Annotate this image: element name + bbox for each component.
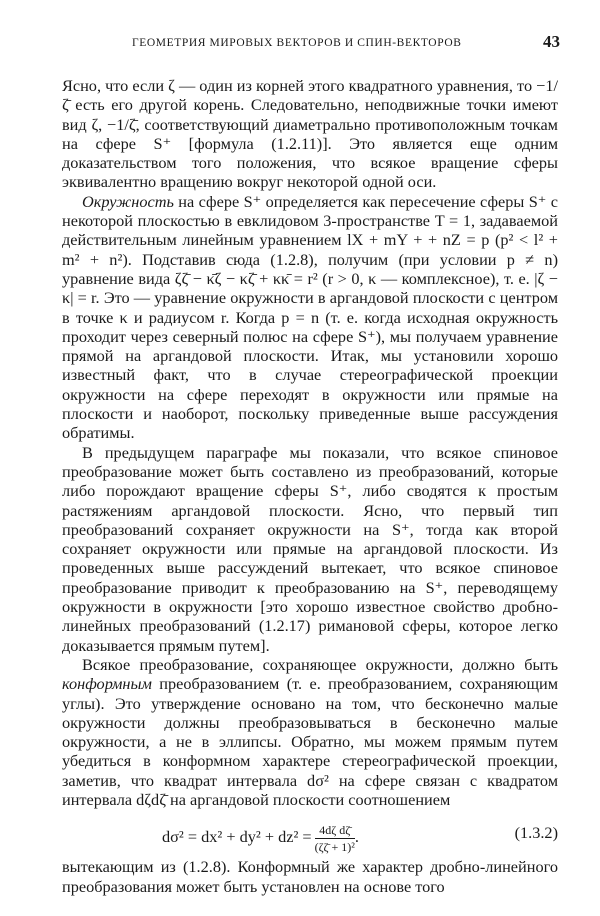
equation-lhs: dσ² = dx² + dy² + dz² = — [162, 827, 312, 847]
equation-fraction — [315, 823, 355, 854]
term-conformal: конформным — [62, 674, 152, 694]
equation-expression: dσ² = dx² + dy² + dz² = $\frac{\text{4dζ dζ̄}}{\text{(ζζ̄ + 1)²}}$ . — [162, 823, 359, 855]
term-circle: Окружность — [82, 191, 174, 211]
running-title: ГЕОМЕТРИЯ МИРОВЫХ ВЕКТОРОВ И СПИН-ВЕКТОРОВ — [132, 37, 462, 49]
main-text — [62, 76, 558, 896]
paragraph-conformal: Всякое преобразование, сохраняющее окружности, должно быть конформным преобразованием (т. е. преобразованием, сохраняющим углы). Это утверждение основано на том, что бесконечно малые окружности должны преобразовываться в бесконечно малые окружности, а не в эллипсы. Обратно, мы можем прямым путем убедиться в конформном характере стереографической проекции, заметив, что квадрат интервала dσ² на сфере связан с квадратом интервала dζdζ̄ на аргандовой плоскости соотношением — [62, 654, 558, 809]
paragraph-fixed-points: Ясно, что если ζ — один из корней этого квадратного уравнения, то −1/ζ̄ есть его другой корень. Следовательно, неподвижные точки имеют вид ζ, −1/ζ̄, соответствующий диаметрально противоположным точкам на сфере S⁺ [формула (1.2.11)]. Это является еще одним доказательством того положения, что всякое вращение сферы эквивалентно вращению вокруг некоторой одной оси. — [62, 76, 559, 192]
page-number: 43 — [543, 32, 560, 51]
equation-number: (1.3.2) — [514, 823, 558, 843]
paragraph-continuation: вытекающим из (1.2.8). Конформный же характер дробно-линейного преобразования может быть установлен на основе того — [62, 857, 558, 896]
page-header — [62, 32, 560, 54]
equation-1-3-2 — [62, 811, 558, 855]
equation-numerator: 4dζ dζ̄ — [315, 823, 355, 839]
paragraph-spin-transformations: В предыдущем параграфе мы показали, что всякое спиновое преобразование может быть составлено из преобразований, которые либо порождают вращение сферы S⁺, либо сводятся к простым растяжениям аргандовой плоскости. Ясно, что первый тип преобразований сохраняет окружности на S⁺, тогда как второй сохраняет окружности или прямые на аргандовой плоскости. Из проведенных выше рассуждений вытекает, что всякое спиновое преобразование приводит к преобразованию на S⁺, переводящему окружности в окружности [это хорошо известное свойство дробно-линейных преобразований (1.2.17) римановой сферы, которое легко доказывается прямым путем]. — [62, 442, 558, 655]
paragraph-circles: Окружность на сфере S⁺ определяется как пересечение сферы S⁺ с некоторой плоскостью в евклидовом 3-пространстве T = 1, задаваемой действительным линейным уравнением lX + mY + + nZ = p (p² < l² + m² + n²). Подставив сюда (1.2.8), получим (при условии p ≠ n) уравнение вида ζζ̄ − κ̄ζ − κζ̄ + κκ̄ = r² (r > 0, κ — комплексное), т. е. |ζ − κ| = r. Это — уравнение окружности в аргандовой плоскости с центром в точке κ и радиусом r. Когда p = n (т. е. когда исходная окружность проходит через северный полюс на сфере S⁺), мы получаем уравнение прямой на аргандовой плоскости. Итак, мы установили хорошо известный факт, что в случае стереографической проекции окружности на сфере переходят в окружности или прямые на плоскости и наоборот, поскольку приведенные выше рассуждения обратимы. — [62, 191, 558, 443]
equation-denominator: (ζζ̄ + 1)² — [314, 840, 355, 855]
